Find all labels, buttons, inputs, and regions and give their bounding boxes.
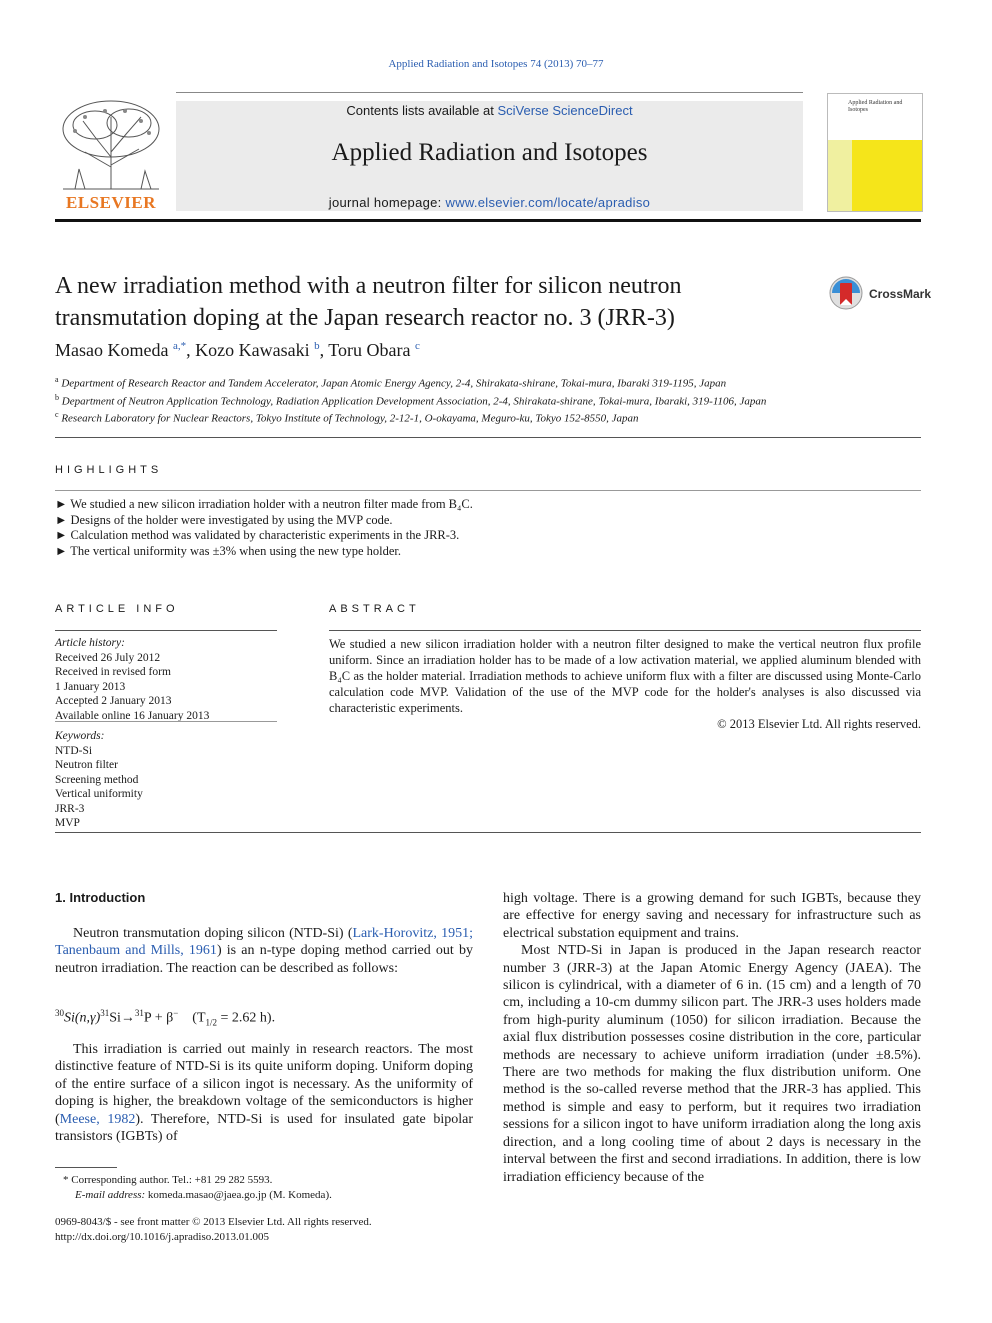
history-rule	[55, 721, 277, 722]
abstract-heading: ABSTRACT	[329, 603, 420, 615]
ref-meese[interactable]: Meese, 1982	[59, 1111, 136, 1127]
footnote-rule	[55, 1167, 117, 1168]
keyword: JRR-3	[55, 802, 85, 815]
keyword: MVP	[55, 817, 80, 829]
intro-column-left-bottom	[55, 1041, 473, 1145]
homepage-link[interactable]: www.elsevier.com/locate/apradiso	[445, 195, 651, 210]
history-line: Received in revised form	[55, 666, 171, 678]
homepage-line: journal homepage: www.elsevier.com/locate/apradiso	[328, 195, 651, 210]
issn-doi	[55, 1215, 372, 1245]
sciencedirect-link[interactable]: SciVerse ScienceDirect	[497, 103, 633, 118]
intro-paragraph-3: high voltage. There is a growing demand for such IGBTs, because they are effective for energy saving and necessary for infrastructure such as electrical substation equipment and trains.	[503, 891, 921, 941]
email-line: E-mail address: komeda.masao@jaea.go.jp (M. Komeda).	[75, 1189, 332, 1201]
affiliation-divider	[55, 437, 921, 438]
highlights-list	[55, 497, 473, 559]
abstract-text: We studied a new silicon irradiation holder with a neutron filter designed to make the vertical neutron flux profile uniform. Since an irradiation holder has to be made of a low activation material, we applied aluminum blended with B₄C as the holder material. Irradiation methods to achieve uniform flux with a filter are discussed using Monte-Carlo calculation code MVP. Validation of the use of the MVP code for the holder's analyses is also discussed via characteristic experiments.	[329, 637, 921, 715]
intro-paragraph-4: Most NTD-Si in Japan is produced in the Japan research reactor number 3 (JRR-3) at the Japan Atomic Energy Agency (JAEA). The silicon is cylindrical, with a diameter of 6 in. (15 cm) and a length of 70 cm, including a 10-cm dummy silicon part. The JRR-3 uses holders made from high-purity aluminum (1050) for silicon irradiation. Because the axial flux distribution possesses cosine distribution in the core, particular methods are necessary to achieve uniform irradiation (under ±8.5%). There are two methods for making the flux distribution uniform. One method is the so-called reverse method that the JRR-3 has applied. This method is simple and easy to perform, but it requires two irradiation sessions for a silicon ingot to have uniform irradiation along the long axis direction, and a long cooling time of about 2 days is necessary in the interval between the first and second irradiations. In addition, there is low irradiation efficiency because of the	[503, 943, 921, 1185]
affiliation-b: $^b$ Department of Neutron Application Technology, Radiation Application Development Association, 2-4, Shirakata-shirane, Tokai-mura, Ibaraki, 319-1106, Japan	[55, 392, 767, 408]
author-1[interactable]: Masao Komeda $^{a,*}$	[55, 340, 187, 360]
affiliation-a: $^a$ Department of Research Reactor and Tandem Accelerator, Japan Atomic Energy Agency, 2-4, Shirakata-shirane, Tokai-mura, Ibaraki 319-1195, Japan	[55, 375, 727, 390]
history-line: 1 January 2013	[55, 680, 126, 693]
abstract-rule	[329, 630, 921, 631]
keyword: Vertical uniformity	[55, 788, 143, 800]
footnotes	[55, 1173, 332, 1203]
crossmark-badge[interactable]	[829, 276, 932, 310]
history-line: Available online 16 January 2013	[55, 709, 210, 722]
keyword: NTD-Si	[55, 744, 93, 757]
intro-column-left-top	[55, 925, 473, 977]
journal-citation[interactable]: Applied Radiation and Isotopes 74 (2013) 70–77	[388, 58, 604, 70]
intro-column-right	[503, 890, 921, 1186]
author-2[interactable]: Kozo Kawasaki $^b$	[195, 340, 320, 360]
keywords	[55, 729, 143, 831]
reaction-equation: $^{30}Si(n,\gamma)^{31}Si\to^{31}P + \beta^-$ ($T_{1/2} = 2.62$ h).	[55, 1008, 276, 1028]
cover-strip	[828, 140, 852, 211]
journal-cover[interactable]	[827, 93, 923, 212]
journal-banner	[176, 101, 803, 211]
history-line: Accepted 2 January 2013	[55, 695, 172, 707]
highlight-item: ► Calculation method was validated by characteristic experiments in the JRR-3.	[55, 528, 460, 542]
doi-link[interactable]: http://dx.doi.org/10.1016/j.apradiso.2013.01.005	[55, 1231, 269, 1243]
article-info-rule	[55, 630, 277, 631]
corresponding-author: * Corresponding author. Tel.: +81 29 282 5593.	[63, 1174, 273, 1186]
publisher-name: ELSEVIER	[66, 193, 156, 212]
highlights-heading: HIGHLIGHTS	[55, 464, 163, 476]
article-title: A new irradiation method with a neutron filter for silicon neutron transmutation doping at the Japan research reactor no. 3 (JRR-3)	[55, 273, 682, 331]
article-info-heading: ARTICLE INFO	[55, 603, 179, 615]
affiliation-c: $^c$ Research Laboratory for Nuclear Reactors, Tokyo Institute of Technology, 2-12-1, O-okayama, Meguro-ku, Tokyo 152-8550, Japan	[55, 410, 639, 425]
front-matter-divider	[55, 832, 921, 833]
keyword: Screening method	[55, 773, 139, 786]
crossmark-icon	[829, 276, 865, 310]
article-history	[55, 636, 209, 723]
contents-line: Contents lists available at SciVerse ScienceDirect	[346, 103, 633, 118]
intro-paragraph-1: Neutron transmutation doping silicon (NTD-Si) (Lark-Horovitz, 1951; Tanenbaum and Mills, 1961) is an n-type doping method carried out by neutron irradiation. The reaction can be described as follows:	[55, 926, 473, 976]
issn-line: 0969-8043/$ - see front matter © 2013 Elsevier Ltd. All rights reserved.	[55, 1216, 372, 1228]
highlight-item: ► We studied a new silicon irradiation holder with a neutron filter made from B₄C.	[55, 497, 473, 511]
highlight-item: ► Designs of the holder were investigated by using the MVP code.	[55, 512, 393, 527]
author-list: Masao Komeda $^{a,*}$, Kozo Kawasaki $^b$, Toru Obara $^c$	[55, 340, 420, 360]
journal-title: Applied Radiation and Isotopes	[331, 139, 648, 166]
header-top-rule	[176, 92, 803, 93]
section-heading-introduction: 1. Introduction	[55, 890, 146, 905]
highlight-item: ► The vertical uniformity was ±3% when using the new type holder.	[55, 543, 402, 558]
keyword: Neutron filter	[55, 759, 118, 771]
elsevier-tree-icon	[55, 97, 167, 192]
keywords-label: Keywords:	[55, 730, 105, 742]
abstract-copyright: © 2013 Elsevier Ltd. All rights reserved.	[717, 717, 921, 731]
history-label: Article history:	[55, 637, 125, 649]
cover-title: Applied Radiation and Isotopes	[848, 100, 903, 113]
history-line: Received 26 July 2012	[55, 651, 161, 664]
crossmark-label: CrossMark	[869, 287, 932, 301]
header-divider	[55, 219, 921, 222]
affiliations	[55, 373, 766, 426]
email-address[interactable]: komeda.masao@jaea.go.jp (M. Komeda).	[145, 1189, 332, 1201]
author-3[interactable]: Toru Obara $^c$	[328, 340, 420, 360]
intro-paragraph-2: This irradiation is carried out mainly in research reactors. The most distinctive feature of NTD-Si is its quite uniform doping. Uniform doping of the entire surface of a silicon ingot is necessary. As the uniformity of doping is higher, the breakdown voltage of the semiconductors is higher (Meese, 1982). Therefore, NTD-Si is used for insulated gate bipolar transistors (IGBTs) of	[55, 1042, 473, 1145]
cover-yellow-block	[852, 140, 922, 211]
elsevier-logo[interactable]	[55, 97, 167, 212]
abstract-body	[329, 636, 921, 732]
ref-lark-horovitz[interactable]: Lark-Horovitz, 1951; Tanenbaum and Mills, 1961	[55, 926, 473, 959]
highlights-rule	[55, 490, 921, 491]
